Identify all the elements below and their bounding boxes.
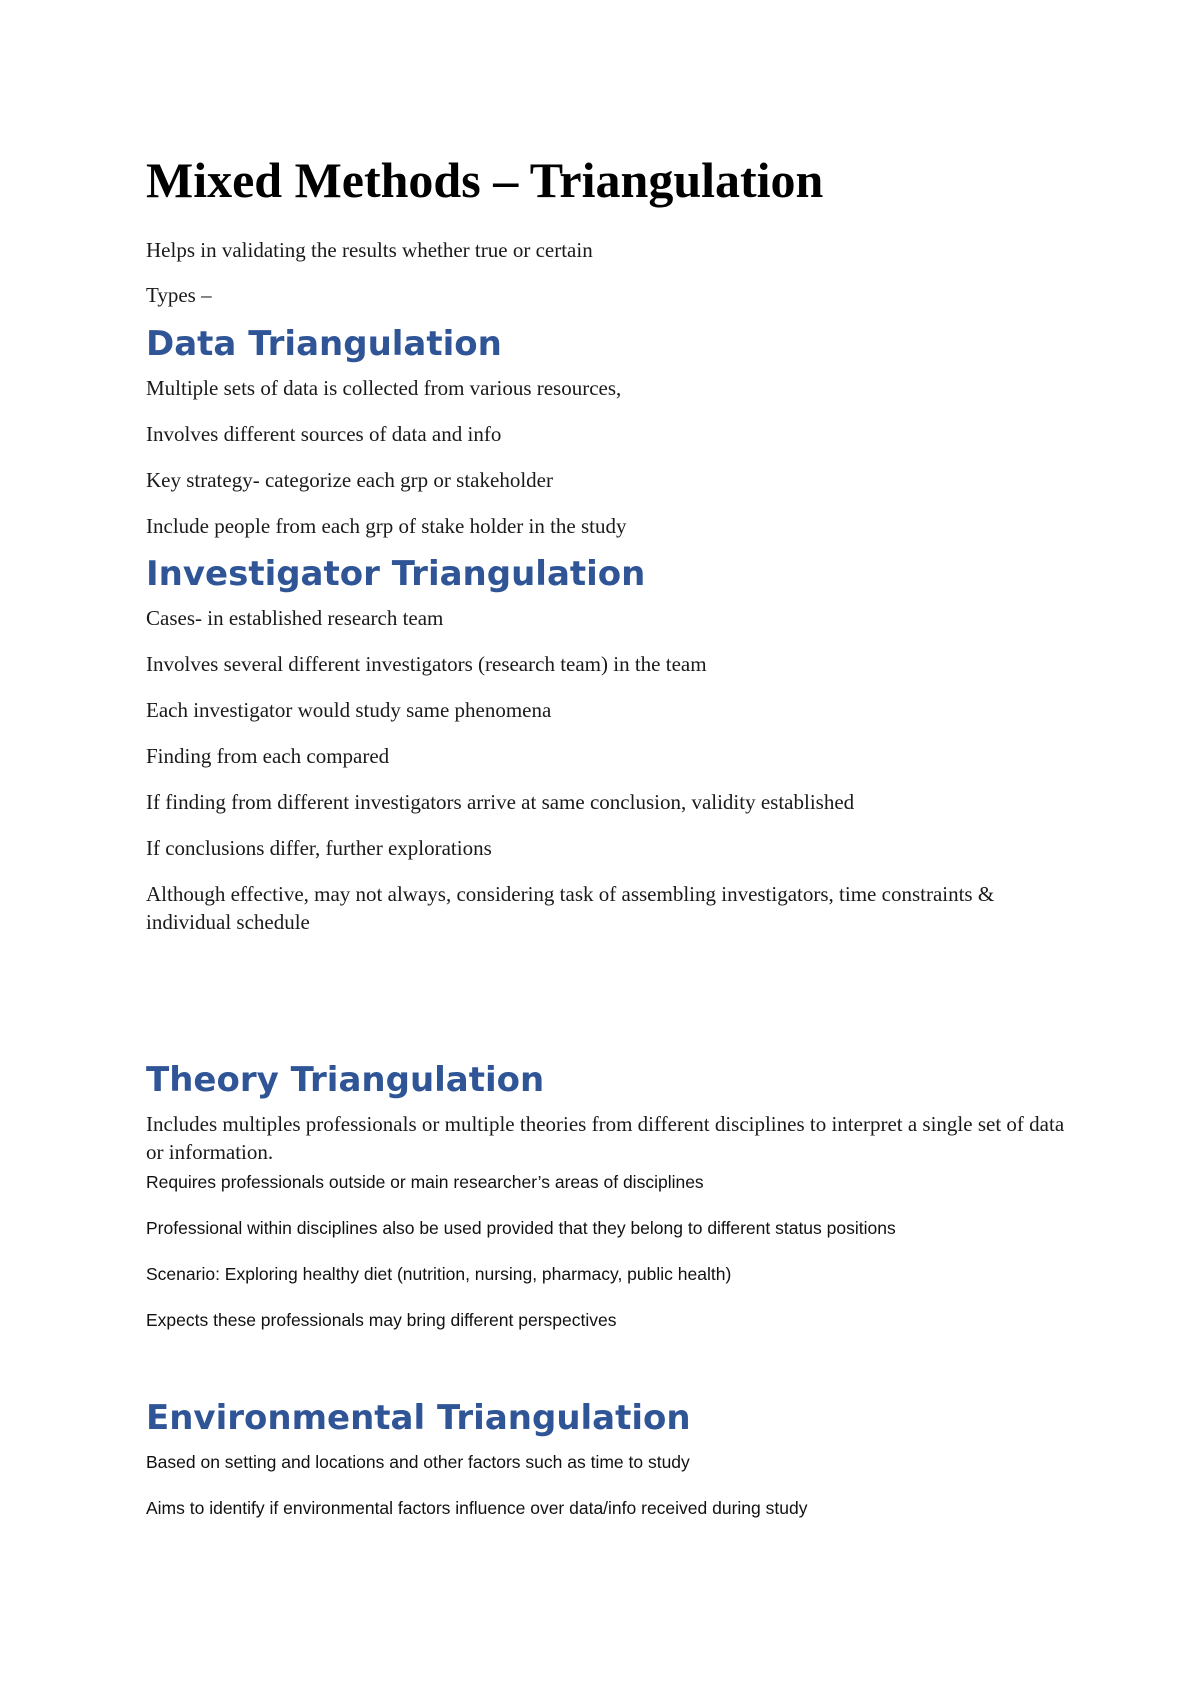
list-item: Requires professionals outside or main researcher’s areas of disciplines: [146, 1172, 704, 1192]
list-item: Finding from each compared: [146, 744, 390, 768]
list-item: Involves different sources of data and info: [146, 422, 502, 446]
intro-line: Helps in validating the results whether true or certain: [146, 238, 593, 262]
list-item: If finding from different investigators arrive at same conclusion, validity established: [146, 790, 855, 814]
list-item: Include people from each grp of stake holder in the study: [146, 514, 627, 538]
list-item: Cases- in established research team: [146, 606, 444, 630]
page-title: Mixed Methods – Triangulation: [146, 152, 824, 208]
list-item: Aims to identify if environmental factors influence over data/info received during study: [146, 1498, 808, 1518]
section-heading-environmental-triangulation: Environmental Triangulation: [146, 1398, 691, 1438]
section-heading-investigator-triangulation: Investigator Triangulation: [146, 554, 646, 594]
list-item: Although effective, may not always, considering task of assembling investigators, time constraints & individual schedule: [146, 882, 995, 934]
section-heading-theory-triangulation: Theory Triangulation: [146, 1060, 545, 1100]
list-item: Professional within disciplines also be used provided that they belong to different status positions: [146, 1218, 896, 1238]
list-item: Based on setting and locations and other factors such as time to study: [146, 1452, 690, 1472]
list-item: Multiple sets of data is collected from various resources,: [146, 376, 622, 400]
section-heading-data-triangulation: Data Triangulation: [146, 324, 502, 364]
list-item: Scenario: Exploring healthy diet (nutrition, nursing, pharmacy, public health): [146, 1264, 732, 1284]
list-item: Includes multiples professionals or multiple theories from different disciplines to interpret a single set of data or information.: [146, 1112, 1065, 1164]
list-item: If conclusions differ, further explorations: [146, 836, 492, 860]
list-item: Involves several different investigators (research team) in the team: [146, 652, 707, 676]
intro-types-line: Types –: [146, 283, 212, 307]
list-item: Key strategy- categorize each grp or stakeholder: [146, 468, 553, 492]
list-item: Expects these professionals may bring different perspectives: [146, 1310, 617, 1330]
list-item: Each investigator would study same phenomena: [146, 698, 552, 722]
